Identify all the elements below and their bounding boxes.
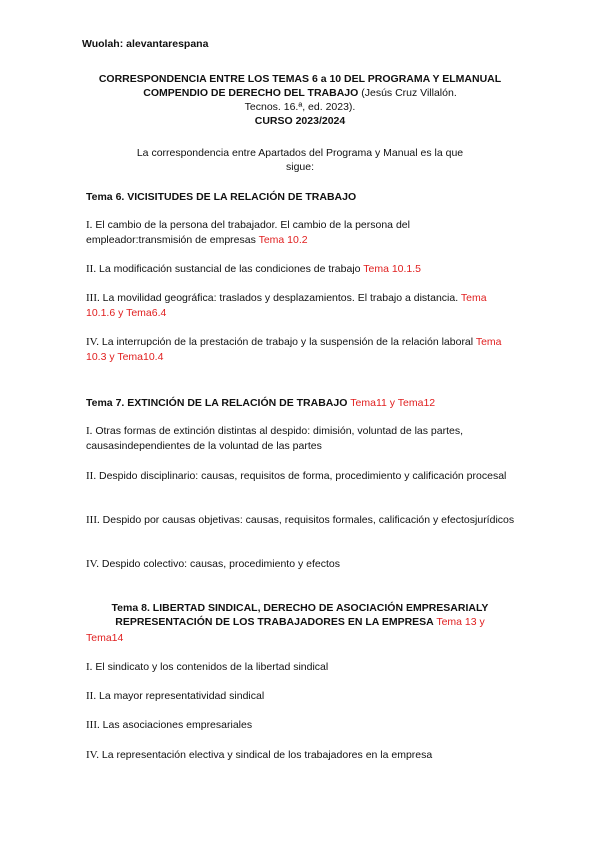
document-header: [90, 72, 510, 128]
item-text: La interrupción de la prestación de trabajo y la suspensión de la relación laboral: [101, 336, 474, 348]
item-number: III.: [86, 514, 100, 526]
item-text: Otras formas de extinción distintas al despido: dimisión, voluntad de las partes, causasindependientes de la voluntad de las partes: [86, 425, 464, 452]
header-line-3: Tecnos. 16.ª, ed. 2023).: [244, 101, 356, 113]
tema-8-title-line-2-text: REPRESENTACIÓN DE LOS TRABAJADORES EN LA EMPRESA: [115, 616, 434, 628]
tema-8-item-3: [86, 718, 518, 733]
header-book-title: COMPENDIO DE DERECHO DEL TRABAJO: [143, 87, 359, 99]
tema-7-item-2: [86, 469, 518, 484]
item-number: III.: [86, 292, 100, 304]
item-number: I.: [86, 425, 93, 437]
item-text: El sindicato y los contenidos de la libertad sindical: [95, 661, 329, 673]
tema-7-item-1: [86, 424, 518, 454]
tema-8-reference-continuation: [86, 631, 123, 645]
item-text: La representación electiva y sindical de los trabajadores en la empresa: [101, 749, 433, 761]
tema-6-item-4: [86, 335, 518, 365]
item-number: IV.: [86, 749, 99, 761]
header-line-2: [90, 86, 510, 100]
header-author: (Jesús Cruz Villalón.: [358, 87, 457, 99]
tema-7-title: [86, 396, 435, 410]
item-number: IV.: [86, 336, 99, 348]
tema-7-item-4: [86, 557, 518, 572]
tema-8-item-2: [86, 689, 518, 704]
header-line-1: CORRESPONDENCIA ENTRE LOS TEMAS 6 a 10 DEL PROGRAMA Y ELMANUAL: [98, 73, 502, 85]
item-text: Despido por causas objetivas: causas, requisitos formales, calificación y efectosjurídicos: [102, 514, 515, 526]
item-text: La movilidad geográfica: traslados y desplazamientos. El trabajo a distancia.: [102, 292, 459, 304]
intro-line-2: sigue:: [285, 161, 315, 173]
item-number: II.: [86, 690, 97, 702]
tema-6-title: [86, 190, 356, 204]
item-text: Despido disciplinario: causas, requisitos de forma, procedimiento y calificación procesal: [99, 470, 507, 482]
item-reference: Tema 10.3 y Tema10.4: [86, 336, 502, 363]
tema-8-item-4: [86, 748, 518, 763]
item-text: El cambio de la persona del trabajador. El cambio de la persona del empleador:transmisión de empresas: [86, 219, 410, 246]
header-course: CURSO 2023/2024: [254, 115, 346, 127]
item-text: La mayor representatividad sindical: [99, 690, 265, 702]
tema-7-reference: Tema11 y Tema12: [350, 397, 436, 409]
tema-6-item-1: [86, 218, 518, 248]
item-text: La modificación sustancial de las condiciones de trabajo: [99, 263, 361, 275]
watermark: Wuolah: alevantarespana: [82, 38, 209, 50]
item-number: II.: [86, 263, 97, 275]
tema-6-title-text: Tema 6. VICISITUDES DE LA RELACIÓN DE TRABAJO: [86, 191, 357, 203]
tema-6-item-2: [86, 262, 518, 277]
item-number: II.: [86, 470, 97, 482]
tema-8-title-line-2: [80, 615, 520, 629]
item-number: III.: [86, 719, 100, 731]
tema-8-title-line-1: Tema 8. LIBERTAD SINDICAL, DERECHO DE ASOCIACIÓN EMPRESARIALY: [111, 602, 489, 614]
tema-8-reference-part-2: Tema14: [86, 632, 124, 644]
tema-7-title-text: Tema 7. EXTINCIÓN DE LA RELACIÓN DE TRABAJO: [86, 397, 348, 409]
item-text: Las asociaciones empresariales: [102, 719, 253, 731]
item-number: IV.: [86, 558, 99, 570]
tema-6-item-3: [86, 291, 518, 321]
tema-8-title: [80, 601, 520, 629]
tema-7-item-3: [86, 513, 518, 528]
item-reference: Tema 10.2: [258, 234, 308, 246]
tema-8-item-1: [86, 660, 518, 675]
item-number: I.: [86, 219, 93, 231]
item-reference: Tema 10.1.6 y Tema6.4: [86, 292, 487, 319]
item-text: Despido colectivo: causas, procedimiento y efectos: [101, 558, 340, 570]
item-number: I.: [86, 661, 93, 673]
tema-8-reference-part-1: Tema 13 y: [436, 616, 485, 628]
intro-line-1: La correspondencia entre Apartados del Programa y Manual es la que: [136, 147, 464, 159]
item-reference: Tema 10.1.5: [363, 263, 422, 275]
intro-paragraph: [110, 146, 490, 174]
